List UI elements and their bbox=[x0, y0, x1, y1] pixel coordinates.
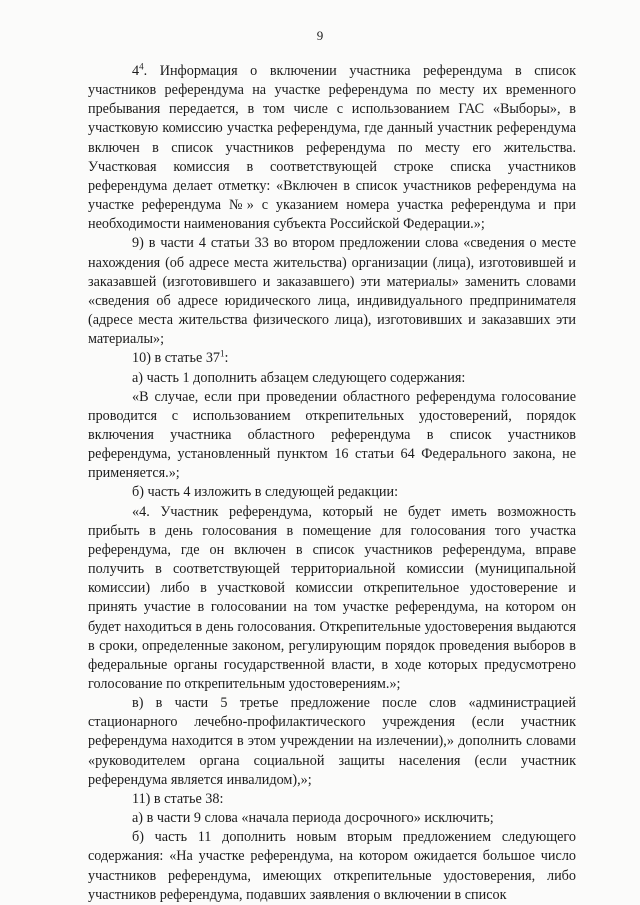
paragraph-label: 4 bbox=[132, 63, 140, 79]
superscript: 4 bbox=[139, 61, 144, 72]
paragraph-10a-quote: «В случае, если при проведении областного референдума голосование проводится с использованием открепительных удостоверений, порядок включения участника областного референдума в список участников референдума, установленный пунктом 16 статьи 64 Федерального закона, не применяется.»; bbox=[88, 388, 576, 482]
paragraph-9: 9) в части 4 статьи 33 во втором предложении слова «сведения о месте нахождения (об адресе места жительства) организации (лица), изготовившей и заказавшей (изготовившего и заказавшего) эти материалы» заменить словами «сведения об адресе юридического лица, индивидуального предпринимателя (адресе места жительства физического лица), изготовивших и заказавших эти материалы»; bbox=[88, 235, 576, 348]
paragraph-10a: а) часть 1 дополнить абзацем следующего содержания: bbox=[132, 369, 466, 386]
paragraph-11b: б) часть 11 дополнить новым вторым предложением следующего содержания: «На участке референдума, на котором ожидается большое число участников референдума, имеющих открепительные удостоверения, либо участников референдума, подавших заявления о включении в список bbox=[88, 829, 576, 903]
paragraph-10b-quote: «4. Участник референдума, который не будет иметь возможность прибыть в день голосования в помещение для голосования того участка референдума, где он включен в список участников референдума, вправе получить в соответствующей территориальной комиссии (муниципальной комиссии) либо в участковой комиссии открепительное удостоверение и принять участие в голосовании на том участке референдума, на котором он будет находиться в день голосования. Открепительные удостоверения выдаются в сроки, определенные законом, регулирующим порядок проведения выборов в федеральные органы государственной власти, в ходе которых предусмотрено голосование по открепительным удостоверениям.»; bbox=[88, 503, 576, 692]
paragraph-text: : bbox=[224, 350, 229, 367]
paragraph-text: . Информация о включении участника референдума в список участников референдума на участке референдума по месту их временного пребывания передается, в том числе с использованием ГАС «Выборы», в участковую комиссию участка референдума, где данный участник референдума включен в список участников референдума по месту его жительства. Участковая комиссия в соответствующей строке списка участников референдума делает отметку: «Включен в список участников референдума на участке референдума №» с указанием номера участка референдума и при необходимости наименования субъекта Российской Федерации.»; bbox=[88, 63, 576, 233]
document-body bbox=[88, 62, 576, 905]
paragraph-label: 10) в статье 37 bbox=[132, 350, 221, 367]
paragraph-11a: а) в части 9 слова «начала периода досрочного» исключить; bbox=[132, 810, 494, 827]
paragraph-10 bbox=[88, 349, 576, 368]
superscript: 1 bbox=[220, 348, 225, 359]
paragraph-10b: б) часть 4 изложить в следующей редакции: bbox=[132, 484, 399, 501]
paragraph-4-4 bbox=[88, 62, 576, 234]
page-number: 9 bbox=[316, 28, 324, 43]
paragraph-10v: в) в части 5 третье предложение после слов «администрацией стационарного лечебно-профилактического учреждения (если участник референдума находится в этом учреждении на излечении),» дополнить словами «руководителем органа социальной защиты населения (если участник референдума является инвалидом),»; bbox=[88, 695, 576, 788]
paragraph-11: 11) в статье 38: bbox=[132, 790, 224, 807]
